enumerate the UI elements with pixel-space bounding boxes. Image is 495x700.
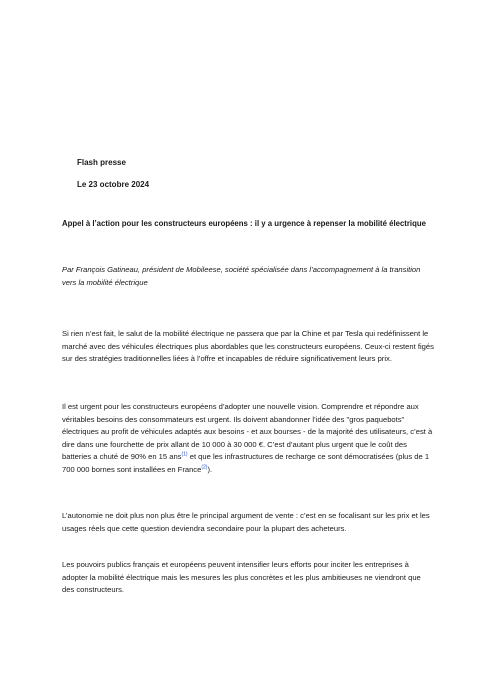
paragraph-3: L’autonomie ne doit plus non plus être le principal argument de vente : c’est en se focalisant sur les prix et les usages réels que cette question deviendra secondaire pour la plupart des acheteurs. (62, 511, 430, 533)
paragraph-1: Si rien n’est fait, le salut de la mobilité électrique ne passera que par la Chine et par Tesla qui redéfinissent le marché avec des véhicules électriques plus abordables que les constructeurs européens. Ceux-ci restent figés sur des stratégies traditionnelles liées à l’offre et incapables de réduire significativement leurs prix. (62, 329, 434, 364)
footnote-ref-2[interactable]: (2) (201, 464, 208, 471)
paragraph-2-text-b: et que les infrastructures de recharge ce sont démocratisées (plus de 1 700 000 bornes sont installées en France (62, 452, 430, 474)
footnote-ref-1[interactable]: (1) (181, 451, 188, 458)
author-byline: Par François Gatineau, président de Mobileese, société spécialisée dans l’accompagnement à la transition vers la mobilité électrique (62, 265, 421, 287)
press-label: Flash presse (77, 158, 126, 167)
document-title: Appel à l’action pour les constructeurs européens : il y a urgence à repenser la mobilité électrique (62, 219, 426, 228)
paragraph-2 (62, 401, 434, 477)
paragraph-2-text-c: ). (207, 464, 213, 474)
paragraph-4: Les pouvoirs publics français et européens peuvent intensifier leurs efforts pour inciter les entreprises à adopter la mobilité électrique mais les mesures les plus concrètes et les plus ambitieuses ne viendront que des constructeurs. (62, 560, 421, 595)
paragraph-2-text-a: Il est urgent pour les constructeurs européens d’adopter une nouvelle vision. Comprendre et répondre aux véritables besoins des consommateurs est urgent. Ils doivent abandonner l’idée des "gros paquebots" électriques au profit de véhicules adaptés aux besoins - et aux bourses - de la majorité des utilisateurs, c’est à dire dans une fourchette de prix allant de 10 000 à 30 000 €. C’est d’autant plus urgent que le coût des batteries a chuté de 90% en 15 ans (62, 402, 433, 462)
press-date: Le 23 octobre 2024 (77, 180, 150, 189)
